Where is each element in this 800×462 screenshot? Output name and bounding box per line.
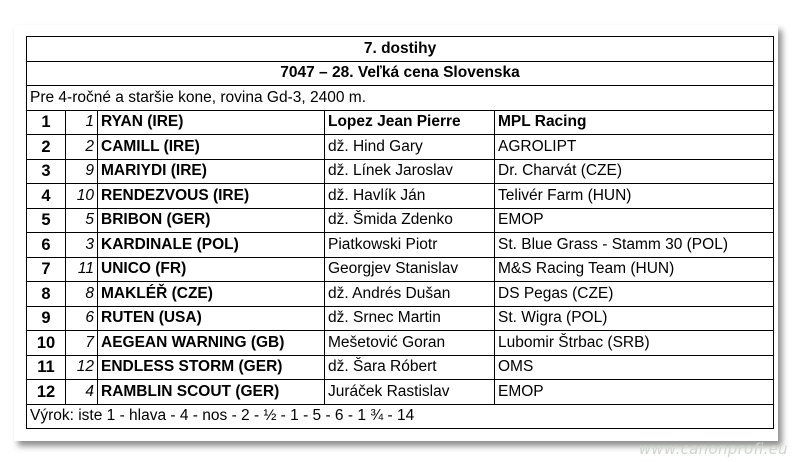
horse-name: MARIYDI (IRE) [98, 159, 325, 184]
start-number: 7 [66, 331, 98, 356]
owner-name: EMOP [495, 380, 774, 405]
table-row [27, 208, 774, 233]
start-number: 10 [66, 184, 98, 209]
finish-position: 1 [27, 110, 66, 135]
start-number: 9 [66, 159, 98, 184]
race-conditions-row [27, 86, 774, 111]
horse-name: RUTEN (USA) [98, 306, 325, 331]
horse-name: AEGEAN WARNING (GB) [98, 331, 325, 356]
horse-name: MAKLÉŘ (CZE) [98, 282, 325, 307]
finish-position: 6 [27, 233, 66, 258]
finish-position: 4 [27, 184, 66, 209]
start-number: 12 [66, 355, 98, 380]
finish-position: 9 [27, 306, 66, 331]
start-number: 4 [66, 380, 98, 405]
table-row [27, 159, 774, 184]
owner-name: St. Wigra (POL) [495, 306, 774, 331]
horse-name: UNICO (FR) [98, 257, 325, 282]
finish-position: 12 [27, 380, 66, 405]
race-margins-row [27, 404, 774, 429]
horse-name: ENDLESS STORM (GER) [98, 355, 325, 380]
owner-name: OMS [495, 355, 774, 380]
table-row [27, 306, 774, 331]
start-number: 5 [66, 208, 98, 233]
start-number: 6 [66, 306, 98, 331]
start-number: 2 [66, 135, 98, 160]
owner-name: Telivér Farm (HUN) [495, 184, 774, 209]
jockey-name: dž. Srnec Martin [325, 306, 495, 331]
race-results-table [26, 36, 774, 429]
jockey-name: dž. Línek Jaroslav [325, 159, 495, 184]
table-row [27, 184, 774, 209]
watermark: www.canonprofi.eu [638, 440, 788, 458]
race-name-row [27, 61, 774, 86]
race-name: 7047 – 28. Veľká cena Slovenska [27, 61, 774, 86]
horse-name: RYAN (IRE) [98, 110, 325, 135]
finish-position: 2 [27, 135, 66, 160]
finish-position: 5 [27, 208, 66, 233]
jockey-name: Juráček Rastislav [325, 380, 495, 405]
jockey-name: dž. Šara Róbert [325, 355, 495, 380]
owner-name: M&S Racing Team (HUN) [495, 257, 774, 282]
table-row [27, 282, 774, 307]
table-row [27, 135, 774, 160]
finish-position: 3 [27, 159, 66, 184]
race-margins: Výrok: iste 1 - hlava - 4 - nos - 2 - ½ - 1 - 5 - 6 - 1 ¾ - 14 [27, 404, 774, 429]
race-conditions: Pre 4-ročné a staršie kone, rovina Gd-3, 2400 m. [27, 86, 774, 111]
horse-name: RENDEZVOUS (IRE) [98, 184, 325, 209]
owner-name: Dr. Charvát (CZE) [495, 159, 774, 184]
owner-name: AGROLIPT [495, 135, 774, 160]
finish-position: 8 [27, 282, 66, 307]
jockey-name: Mešetović Goran [325, 331, 495, 356]
horse-name: KARDINALE (POL) [98, 233, 325, 258]
jockey-name: dž. Šmida Zdenko [325, 208, 495, 233]
owner-name: MPL Racing [495, 110, 774, 135]
jockey-name: dž. Andrés Dušan [325, 282, 495, 307]
table-row [27, 110, 774, 135]
race-title: 7. dostihy [27, 37, 774, 62]
start-number: 3 [66, 233, 98, 258]
finish-position: 11 [27, 355, 66, 380]
jockey-name: Lopez Jean Pierre [325, 110, 495, 135]
table-row [27, 355, 774, 380]
owner-name: St. Blue Grass - Stamm 30 (POL) [495, 233, 774, 258]
horse-name: BRIBON (GER) [98, 208, 325, 233]
start-number: 8 [66, 282, 98, 307]
finish-position: 7 [27, 257, 66, 282]
race-title-row [27, 37, 774, 62]
table-row [27, 380, 774, 405]
owner-name: DS Pegas (CZE) [495, 282, 774, 307]
start-number: 11 [66, 257, 98, 282]
jockey-name: dž. Hind Gary [325, 135, 495, 160]
table-row [27, 257, 774, 282]
owner-name: Lubomir Štrbac (SRB) [495, 331, 774, 356]
jockey-name: dž. Havlík Ján [325, 184, 495, 209]
jockey-name: Georgjev Stanislav [325, 257, 495, 282]
horse-name: RAMBLIN SCOUT (GER) [98, 380, 325, 405]
table-row [27, 331, 774, 356]
finish-position: 10 [27, 331, 66, 356]
owner-name: EMOP [495, 208, 774, 233]
jockey-name: Piatkowski Piotr [325, 233, 495, 258]
start-number: 1 [66, 110, 98, 135]
horse-name: CAMILL (IRE) [98, 135, 325, 160]
table-row [27, 233, 774, 258]
